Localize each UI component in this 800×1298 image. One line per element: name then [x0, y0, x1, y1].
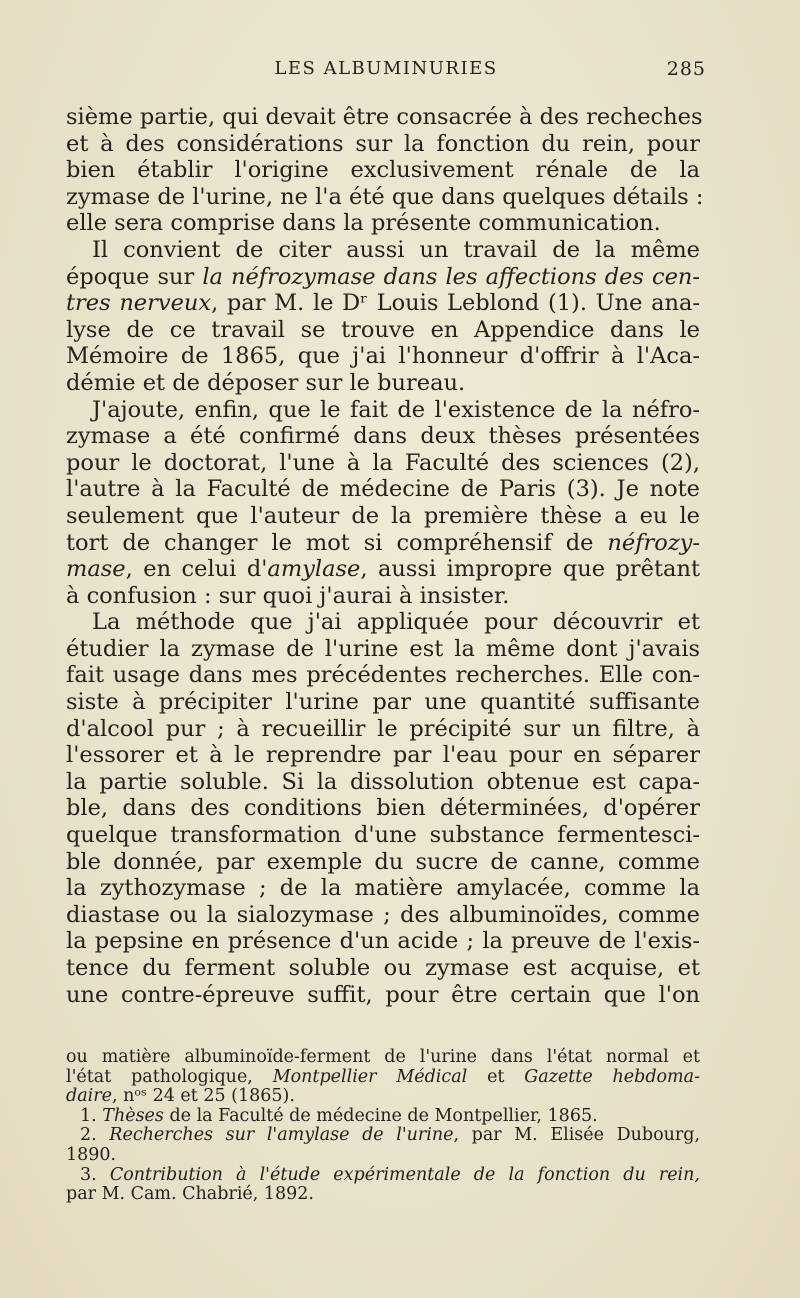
footnote-number: 1. [80, 1105, 103, 1126]
text-line [66, 290, 700, 317]
text-line: étudier la zymase de l'urine est la même dont j'avais [66, 635, 700, 662]
text-line: à confusion : sur quoi j'aurai à insister. [66, 582, 510, 609]
italic-journal: Montpellier Médical [272, 1066, 468, 1087]
text-line: une contre-épreuve suffit, pour être certain que l'on [66, 981, 700, 1008]
text-line: d'alcool pur ; à recueillir le précipité sur un filtre, à [66, 715, 700, 742]
text-span: , aussi impropre que prêtant [360, 556, 700, 583]
footnote-line [66, 1087, 700, 1107]
italic-title: Thèses [102, 1105, 164, 1126]
text-line: zymase a été confirmé dans deux thèses présentées [66, 423, 700, 450]
text-line: la partie soluble. Si la dissolution obtenue est capa- [66, 768, 700, 795]
text-line: J'ajoute, enfin, que le fait de l'existence de la néfro- [92, 396, 700, 423]
text-line: fait usage dans mes précédentes recherches. Elle con- [66, 662, 700, 689]
text-span: , en celui d' [125, 556, 268, 583]
text-line: et à des considérations sur la fonction du rein, pour [66, 130, 700, 157]
text-span: époque sur [66, 263, 203, 290]
text-line: zymase de l'urine, ne l'a été que dans quelques détails : [66, 183, 704, 210]
italic-title: Contribution à l'étude expérimentale de la fonction du rein, [109, 1164, 700, 1185]
text-span: l'état pathologique, [66, 1066, 273, 1087]
text-span: de la Faculté de médecine de Montpellier, 1865. [163, 1105, 598, 1126]
footnote-3 [66, 1166, 700, 1186]
running-title: LES ALBUMINURIES [274, 58, 498, 79]
text-line: la pepsine en présence d'un acide ; la preuve de l'exis- [66, 928, 700, 955]
text-line [66, 530, 700, 557]
footnote-line: 1890. [66, 1144, 117, 1165]
text-line: La méthode que j'ai appliquée pour découvrir et [92, 609, 700, 636]
text-span: , par M. le Dʳ Louis Leblond (1). Une ana- [211, 290, 700, 317]
text-line: bien établir l'origine exclusivement rénale de la [66, 157, 700, 184]
text-line: diastase ou la sialozymase ; des albuminoïdes, comme [66, 901, 700, 928]
text-line: Il convient de citer aussi un travail de la même [92, 236, 700, 263]
footnote-number: 3. [80, 1164, 110, 1185]
text-line: démie et de déposer sur le bureau. [66, 369, 466, 396]
text-span: , par M. Elisée Dubourg, [453, 1125, 701, 1146]
footnote-1 [66, 1107, 700, 1127]
text-line: Mémoire de 1865, que j'ai l'honneur d'offrir à l'Aca- [66, 343, 700, 370]
footnote-line [66, 1068, 700, 1088]
footnote-2 [66, 1126, 700, 1146]
text-line: ble, dans des conditions bien déterminées, d'opérer [66, 795, 700, 822]
text-line [66, 556, 700, 583]
italic-title: Recherches sur l'amylase de l'urine [109, 1125, 454, 1146]
italic-term: amylase [267, 556, 361, 583]
footnotes [66, 1048, 700, 1205]
italic-title: tres nerveux [66, 290, 212, 317]
footnote-line: ou matière albuminoïde-ferment de l'urine dans l'état normal et [66, 1047, 700, 1067]
text-line: quelque transformation d'une substance fermentesci- [66, 822, 700, 849]
italic-journal: Gazette hebdoma- [524, 1066, 700, 1087]
italic-term: mase [66, 556, 126, 583]
text-line: tence du ferment soluble ou zymase est acquise, et [66, 955, 700, 981]
text-span: , nᵒˢ 24 et 25 (1865). [111, 1086, 295, 1107]
running-head [66, 58, 706, 88]
body-text [66, 104, 704, 1008]
page-number: 285 [666, 58, 706, 80]
italic-term: néfrozy- [607, 529, 700, 556]
text-line: pour le doctorat, l'une à la Faculté des sciences (2), [66, 449, 700, 476]
footnote-number: 2. [80, 1125, 110, 1146]
text-line: ble donnée, par exemple du sucre de canne, comme [66, 848, 700, 875]
text-line: lyse de ce travail se trouve en Appendice dans le [66, 316, 700, 343]
italic-journal: daire [66, 1086, 112, 1107]
text-line: l'autre à la Faculté de médecine de Paris (3). Je note [66, 476, 700, 503]
text-line: l'essorer et à le reprendre par l'eau pour en séparer [66, 742, 700, 769]
footnote-line: par M. Cam. Chabrié, 1892. [66, 1184, 314, 1205]
text-line [66, 264, 700, 291]
text-line: elle sera comprise dans la présente communication. [66, 210, 661, 237]
text-line: sième partie, qui devait être consacrée à des recheches [66, 104, 703, 130]
text-span: tort de changer le mot si compréhensif de [66, 529, 608, 556]
italic-title: la néfrozymase dans les affections des cen- [202, 263, 700, 290]
text-line: seulement que l'auteur de la première thèse a eu le [66, 502, 700, 529]
text-line: siste à précipiter l'urine par une quantité suffisante [66, 689, 700, 716]
text-line: la zythozymase ; de la matière amylacée, comme la [66, 875, 700, 902]
text-span: et [467, 1066, 525, 1087]
